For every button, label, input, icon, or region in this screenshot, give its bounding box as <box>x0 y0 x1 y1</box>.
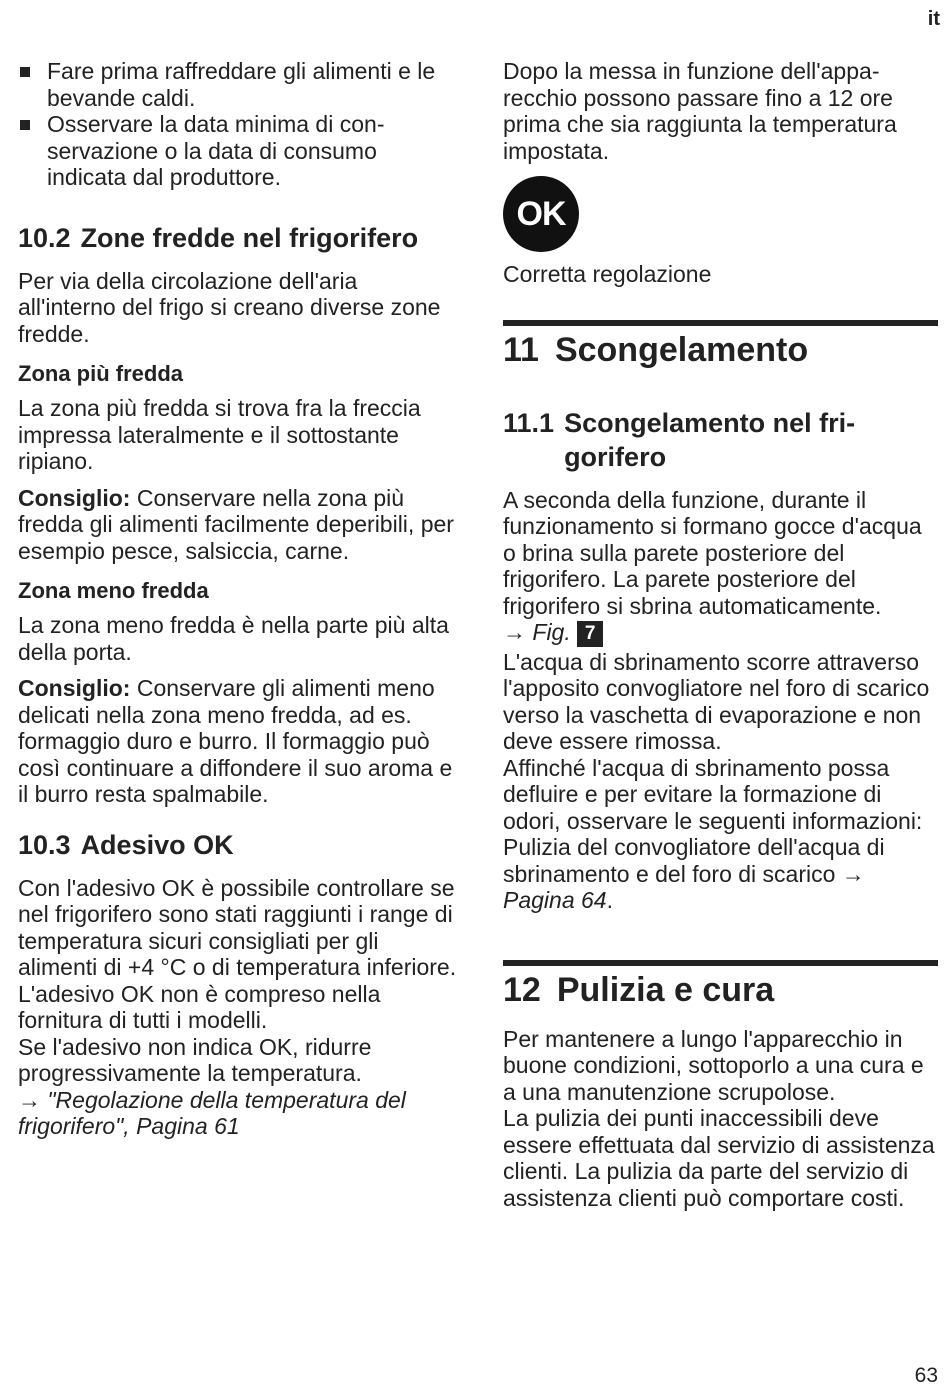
paragraph: Per via della circolazione dell'aria all'interno del frigo si creano diverse zone fredde. <box>18 267 441 347</box>
tip-label: Consiglio: <box>18 484 131 511</box>
paragraph: Con l'adesivo OK è possibile controllare se nel frigorifero sono stati raggiunti i range di temperatura sicuri consigliati per gli alimenti di +4 °C o di temperatura inferiore. <box>18 874 457 980</box>
page-number: 63 <box>914 1364 938 1387</box>
right-column <box>503 58 938 1211</box>
paragraph: Per mantenere a lungo l'apparecchio in buone condizioni, sottoporlo a una cura e a una manutenzione scrupolose. <box>503 1025 924 1105</box>
tip-paragraph <box>18 485 458 565</box>
chapter-number: 11 <box>503 330 539 369</box>
section-heading-10-3 <box>18 828 458 862</box>
arrow-icon: → <box>18 1086 41 1113</box>
section-number: 10.3 <box>18 829 71 860</box>
bullet-list <box>18 58 458 191</box>
section-title: Scongelamento nel frigorifero <box>564 407 856 472</box>
section-divider <box>503 320 938 326</box>
arrow-icon: → <box>841 860 865 887</box>
paragraph: La zona meno fredda è nella parte più alta della porta. <box>18 612 449 665</box>
chapter-title: Scongelamento <box>554 330 809 369</box>
left-column <box>18 58 458 1140</box>
figure-number-badge: 7 <box>577 621 603 647</box>
list-item: Fare prima raffreddare gli alimenti e le bevande caldi. <box>18 58 458 111</box>
section-heading-11-1 <box>503 406 938 474</box>
paragraph-text: Affinché l'acqua di sbrinamento possa defluire e per evitare la formazione di odori, osservare le seguenti informazioni: Pulizia del convogliatore dell'acqua di sbrinamento e del foro di scarico <box>503 754 923 887</box>
subheading-coldest-zone: Zona più fredda <box>18 361 183 386</box>
paragraph-end: . <box>606 887 613 914</box>
chapter-heading-12 <box>503 970 938 1010</box>
list-item: Osservare la data minima di conservazione o la data di consumo indicata dal produttore. <box>18 111 458 191</box>
arrow-icon: → <box>503 619 526 645</box>
paragraph: L'adesivo OK non è compreso nella fornitura di tutti i modelli. <box>18 980 381 1033</box>
language-marker: it <box>927 8 940 30</box>
tip-label: Consiglio: <box>18 675 131 701</box>
ok-sticker-icon: OK <box>503 176 579 252</box>
reference-link[interactable]: "Regolazione della temperatura del frigorifero", Pagina 61 <box>18 1086 406 1139</box>
figure-label[interactable]: Fig. <box>526 619 571 645</box>
ok-caption: Corretta regolazione <box>503 261 712 287</box>
tip-paragraph <box>18 675 458 808</box>
chapter-heading-11 <box>503 330 938 370</box>
paragraph: La pulizia dei punti inaccessibili deve essere effettuata dal servizio di assistenza clienti. La pulizia da parte del servizio di assistenza clienti può comportare costi. <box>503 1105 935 1211</box>
figure-reference <box>503 619 938 647</box>
section-number: 11.1 <box>503 407 555 438</box>
section-title: Zone fredde nel frigorifero <box>80 222 419 253</box>
reference-link[interactable]: Pagina 64 <box>503 887 607 914</box>
chapter-title: Pulizia e cura <box>556 970 775 1009</box>
paragraph: A seconda della funzione, durante il funzionamento si formano gocce d'acqua o brina sulla parete posteriore del frigorifero. La parete posteriore del frigorifero si sbrina automaticamente. <box>503 486 922 619</box>
paragraph <box>503 755 938 914</box>
tip-text: Conservare gli alimenti meno delicati nella zona meno fredda, ad es. formaggio duro e burro. Il formaggio può così continuare a diffondere il suo aroma e il burro resta spalmabile. <box>18 675 453 807</box>
paragraph: L'acqua di sbrinamento scorre attraverso l'apposito convogliatore nel foro di scarico verso la vaschetta di evaporazione e non deve essere rimossa. <box>503 648 930 755</box>
paragraph: La zona più fredda si trova fra la freccia impressa lateralmente e il sottostante ripiano. <box>18 395 421 474</box>
subheading-least-cold-zone: Zona meno fredda <box>18 578 209 603</box>
cross-reference <box>18 1087 458 1140</box>
paragraph: Dopo la messa in funzione dell'apparecchio possono passare fino a 12 ore prima che sia raggiunta la temperatura impostata. <box>503 58 897 164</box>
section-heading-10-2 <box>18 221 458 255</box>
section-title: Adesivo OK <box>80 829 234 860</box>
paragraph: Se l'adesivo non indica OK, ridurre progressivamente la temperatura. <box>18 1033 372 1086</box>
section-divider <box>503 960 938 966</box>
tip-text: Conservare nella zona più fredda gli alimenti facilmente deperibili, per esempio pesce, salsiccia, carne. <box>18 484 454 564</box>
chapter-number: 12 <box>503 970 541 1009</box>
section-number: 10.2 <box>18 222 71 253</box>
